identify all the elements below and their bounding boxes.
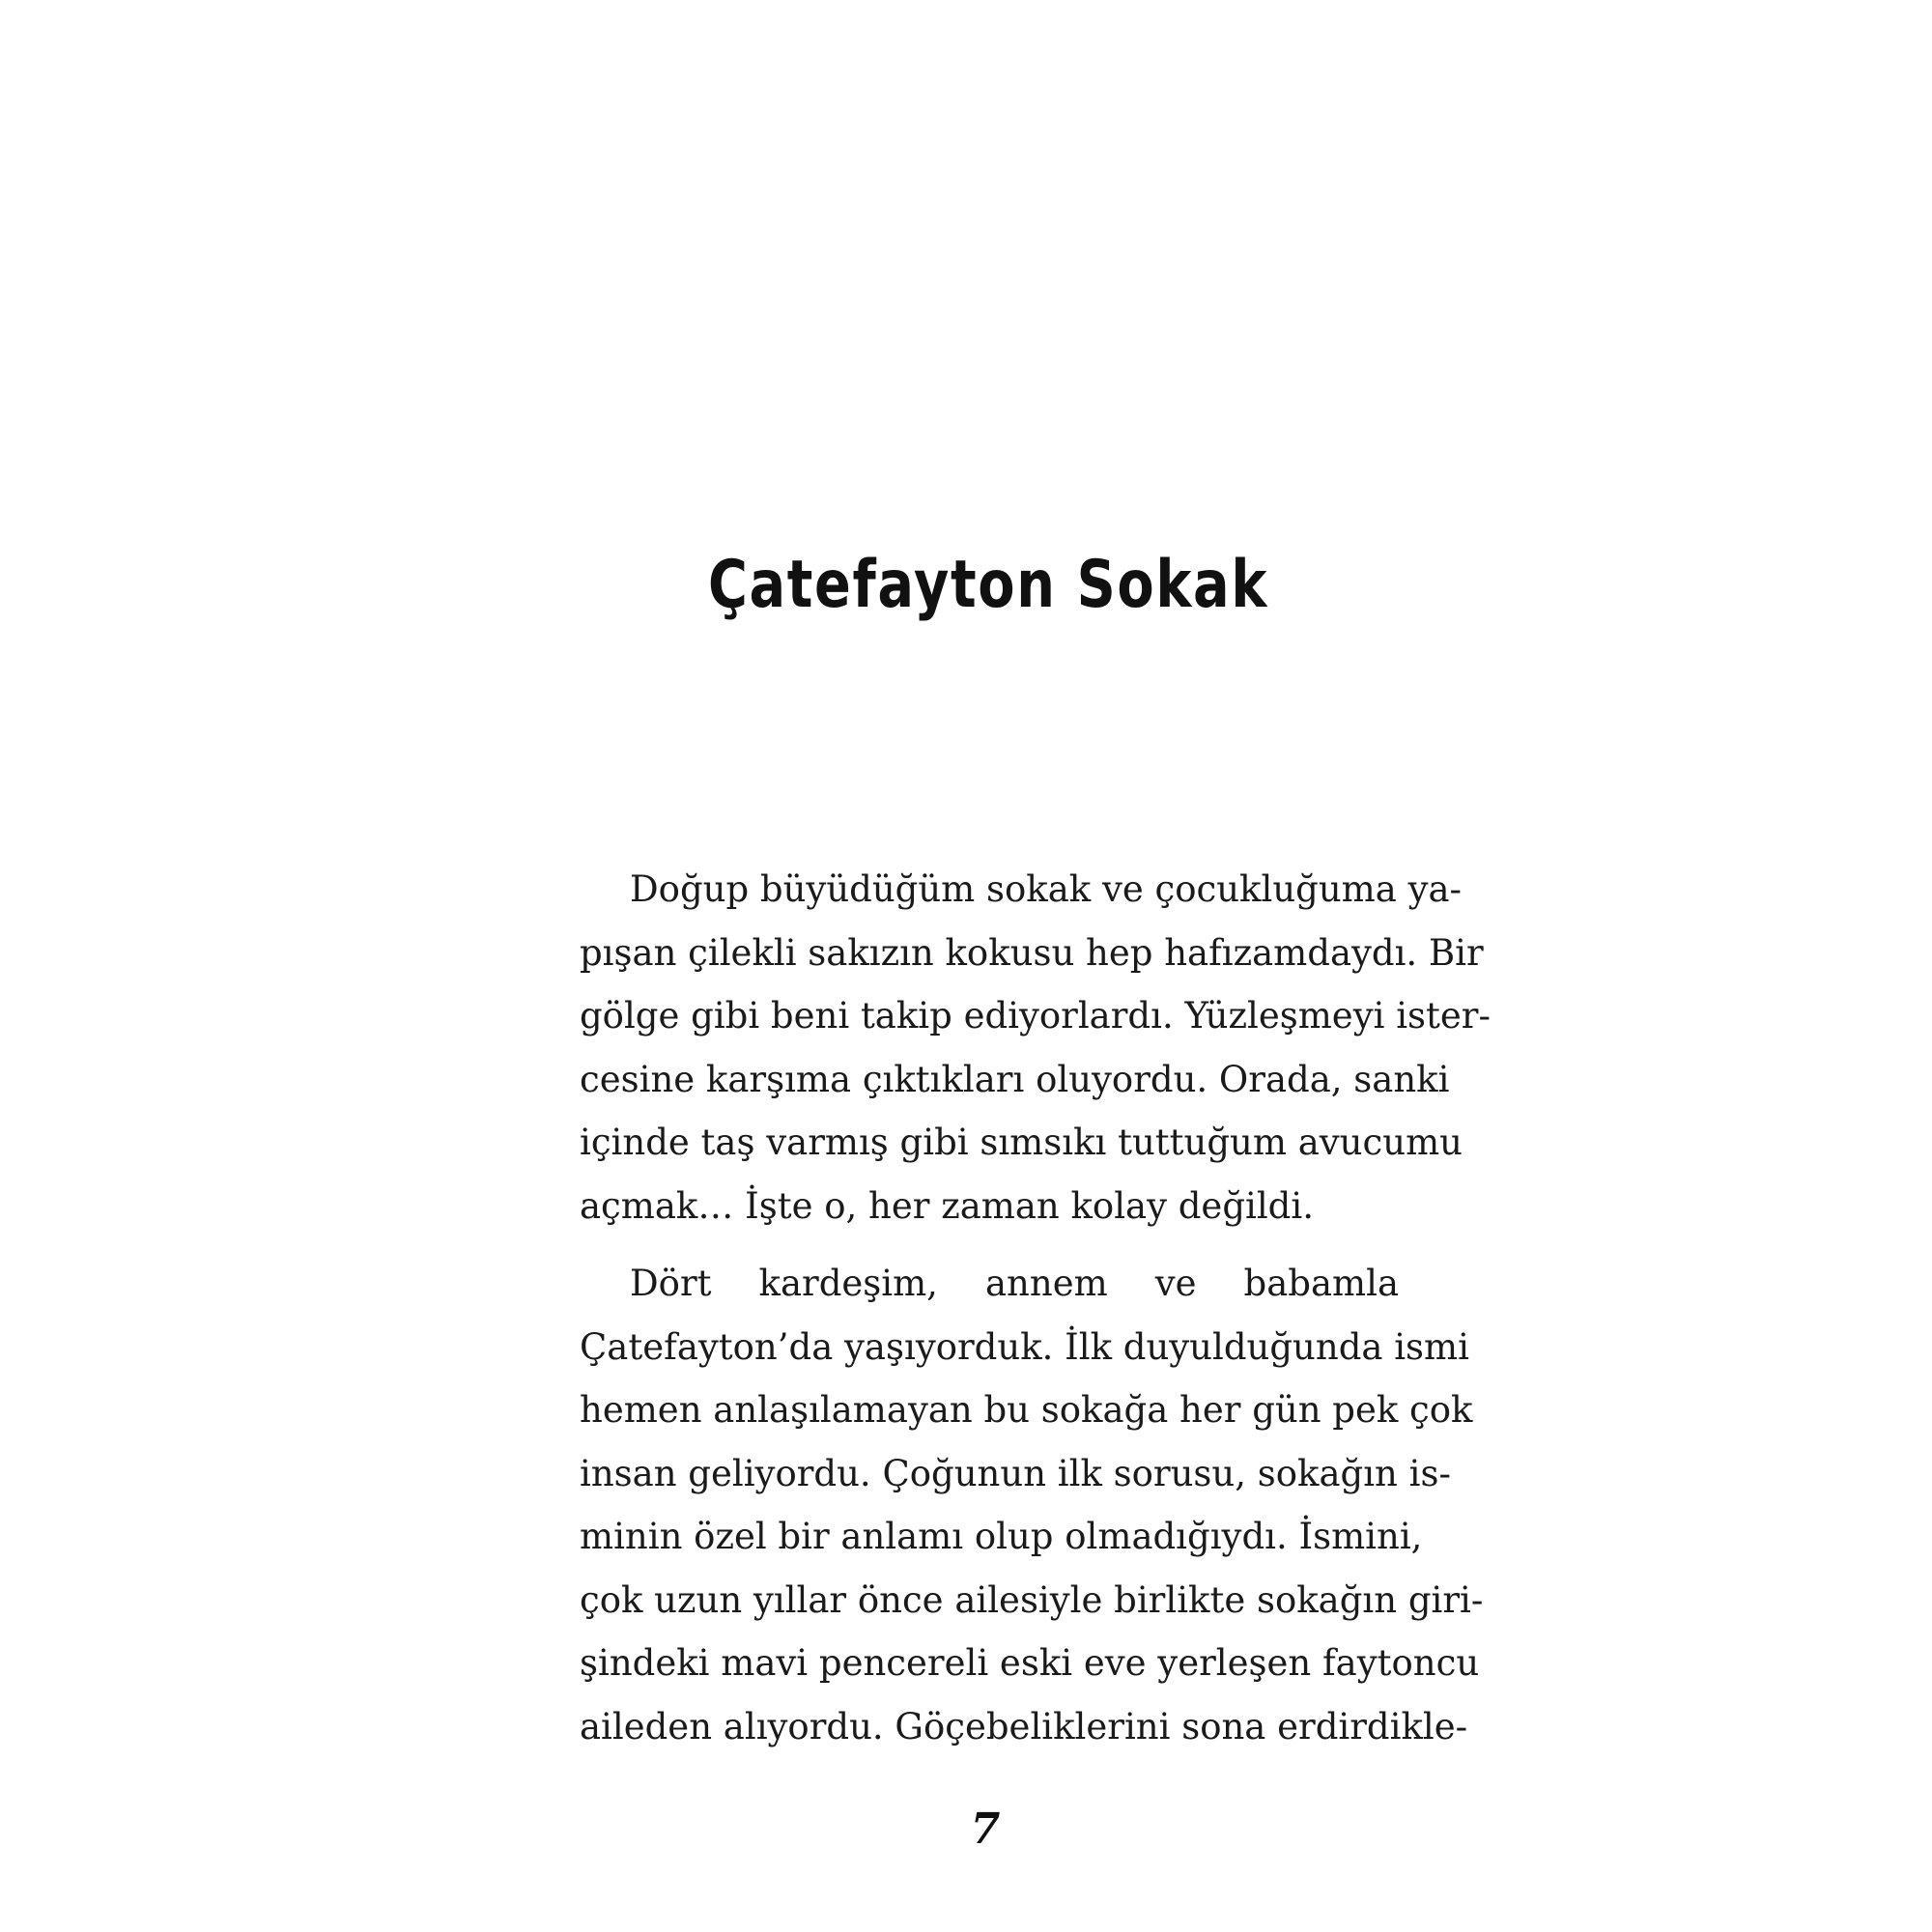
chapter-title: Çatefayton Sokak bbox=[707, 547, 1269, 623]
text-line: çok uzun yıllar önce ailesiyle birlikte sokağın giri- bbox=[580, 1578, 1484, 1621]
body-text bbox=[580, 858, 1491, 1758]
paragraph-gap bbox=[580, 1237, 1399, 1252]
text-line: insan geliyordu. Çoğunun ilk sorusu, sokağın is- bbox=[580, 1452, 1451, 1494]
text-line: Çatefayton’da yaşıyorduk. İlk duyulduğunda ismi bbox=[580, 1325, 1469, 1368]
text-line: gölge gibi beni takip ediyorlardı. Yüzleşmeyi ister- bbox=[580, 995, 1491, 1037]
text-line: Doğup büyüdüğüm sokak ve çocukluğuma ya- bbox=[630, 868, 1463, 910]
text-line: cesine karşıma çıktıkları oluyordu. Orada, sanki bbox=[580, 1058, 1450, 1100]
paragraph-2 bbox=[580, 1252, 1484, 1758]
text-line: hemen anlaşılamayan bu sokağa her gün pek çok bbox=[580, 1389, 1473, 1431]
text-line: içinde taş varmış gibi sımsıkı tuttuğum avucumu bbox=[580, 1122, 1463, 1163]
text-line: Dört kardeşim, annem ve babamla bbox=[630, 1263, 1399, 1304]
paragraph-1 bbox=[580, 858, 1491, 1237]
text-line: minin özel bir anlamı olup olmadığıydı. İsmini, bbox=[580, 1516, 1423, 1557]
text-line: açmak… İşte o, her zaman kolay değildi. bbox=[580, 1184, 1314, 1227]
text-line: pışan çilekli sakızın kokusu hep hafızamdaydı. Bir bbox=[580, 931, 1484, 974]
text-line: şindeki mavi pencereli eski eve yerleşen faytoncu bbox=[580, 1642, 1480, 1684]
text-line: aileden alıyordu. Göçebeliklerini sona erdirdikle- bbox=[580, 1705, 1468, 1747]
page-number: 7 bbox=[970, 1804, 1001, 1854]
